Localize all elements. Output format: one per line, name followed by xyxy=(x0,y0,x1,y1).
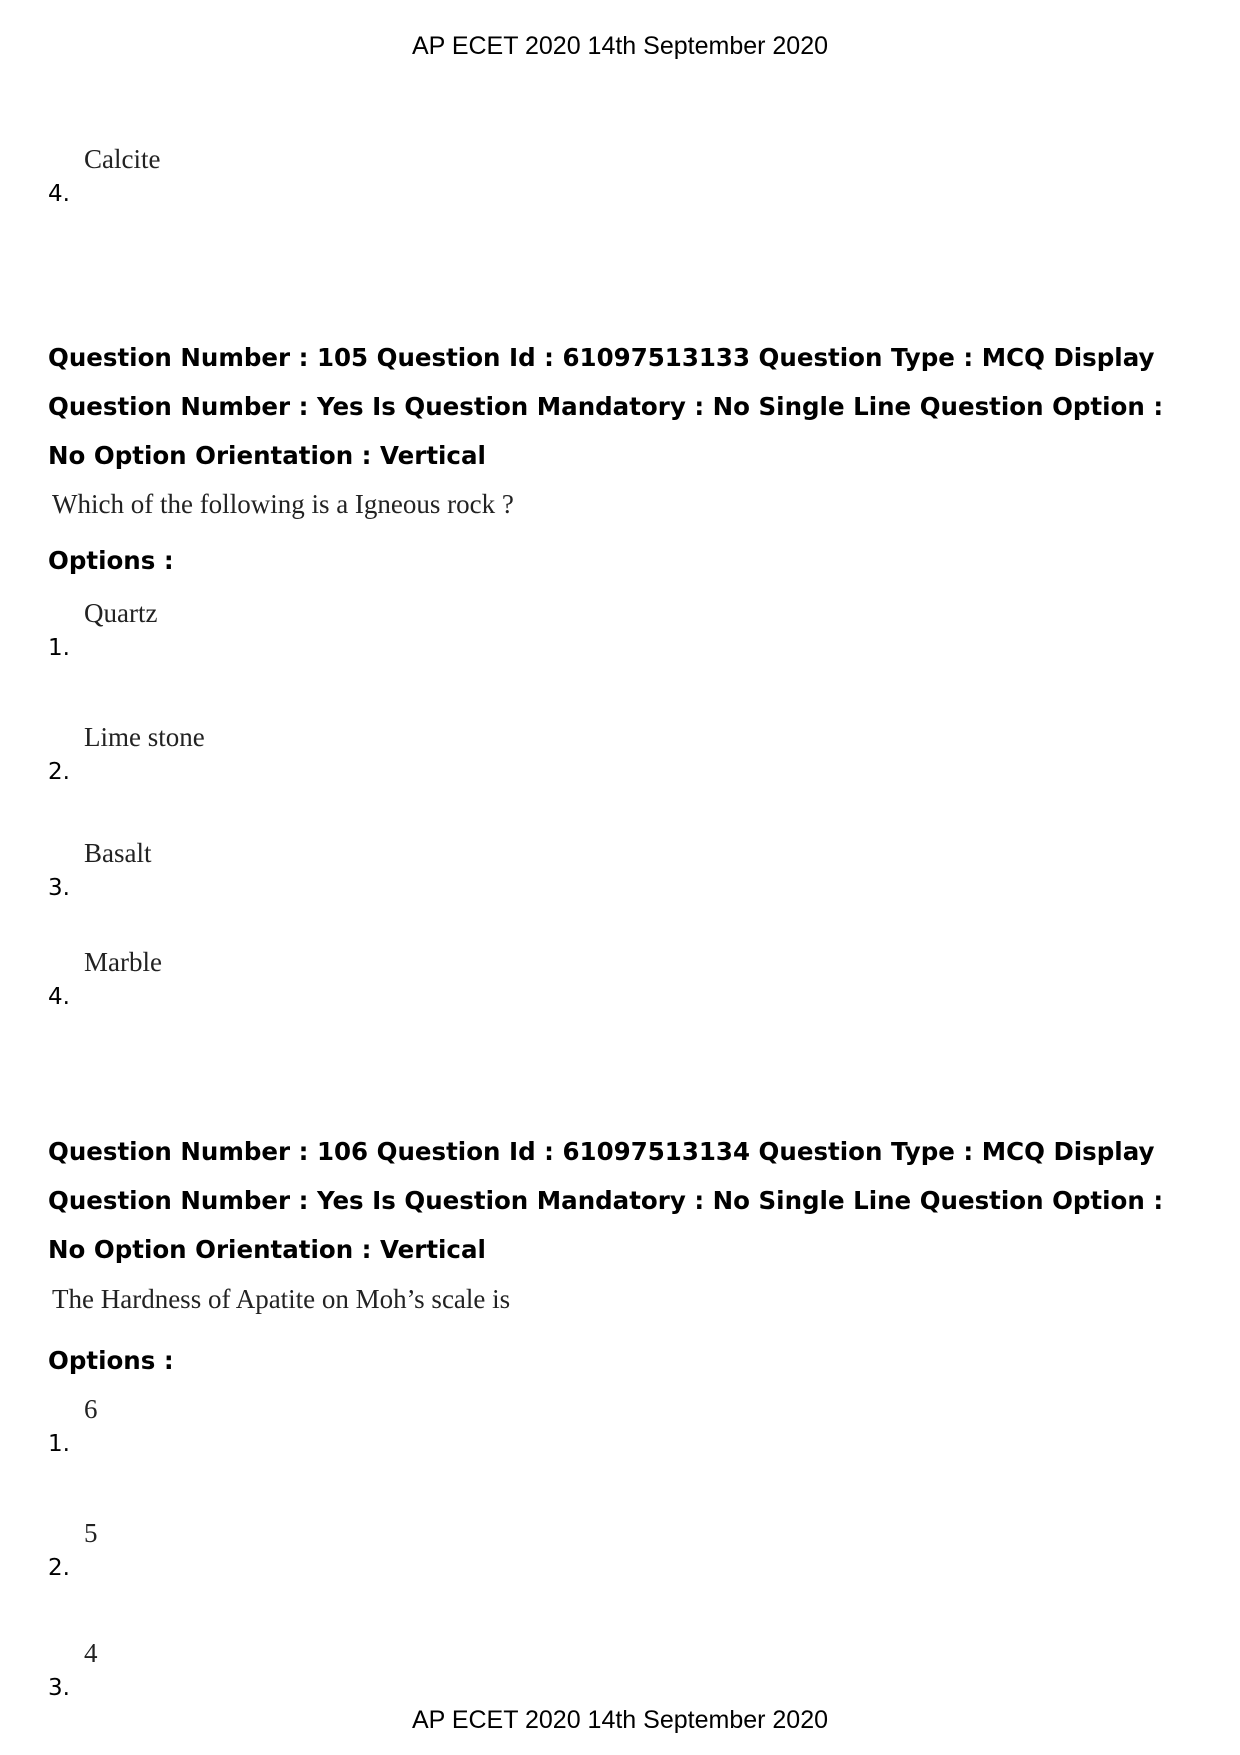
option-item xyxy=(48,600,648,660)
question-text: The Hardness of Apatite on Moh’s scale is xyxy=(52,1284,511,1314)
option-number: 1. xyxy=(48,1431,70,1457)
option-number: 1. xyxy=(48,635,70,661)
options-label: Options : xyxy=(48,1346,174,1375)
options-label: Options : xyxy=(48,546,174,575)
question-meta: Question Number : 106 Question Id : 61097513134 Question Type : MCQ Display Question Number : Yes Is Question Mandatory : No Single Line Question Option : No Option Orientation : Vertical xyxy=(48,1137,1164,1264)
option-item xyxy=(48,949,648,1009)
page-footer: AP ECET 2020 14th September 2020 xyxy=(411,1706,829,1734)
option-text: 4 xyxy=(84,1638,98,1668)
option-number: 2. xyxy=(48,759,70,785)
option-number: 3. xyxy=(48,875,70,901)
question-meta: Question Number : 105 Question Id : 61097513133 Question Type : MCQ Display Question Number : Yes Is Question Mandatory : No Single Line Question Option : No Option Orientation : Vertical xyxy=(48,343,1164,470)
page-header: AP ECET 2020 14th September 2020 xyxy=(411,32,829,60)
option-item xyxy=(48,1520,648,1580)
option-text: 5 xyxy=(84,1518,98,1548)
option-item xyxy=(48,724,648,784)
option-text: Basalt xyxy=(84,838,152,868)
option-text: Marble xyxy=(84,947,162,977)
option-item xyxy=(48,1640,648,1700)
option-item xyxy=(48,146,648,206)
option-number: 2. xyxy=(48,1555,70,1581)
option-text: Quartz xyxy=(84,598,158,628)
option-item xyxy=(48,1396,648,1456)
option-number: 3. xyxy=(48,1675,70,1701)
option-number: 4. xyxy=(48,984,70,1010)
question-text: Which of the following is a Igneous rock ? xyxy=(52,489,514,519)
option-text: Calcite xyxy=(84,144,161,174)
option-text: 6 xyxy=(84,1394,98,1424)
option-item xyxy=(48,840,648,900)
option-text: Lime stone xyxy=(84,722,205,752)
option-number: 4. xyxy=(48,181,70,207)
